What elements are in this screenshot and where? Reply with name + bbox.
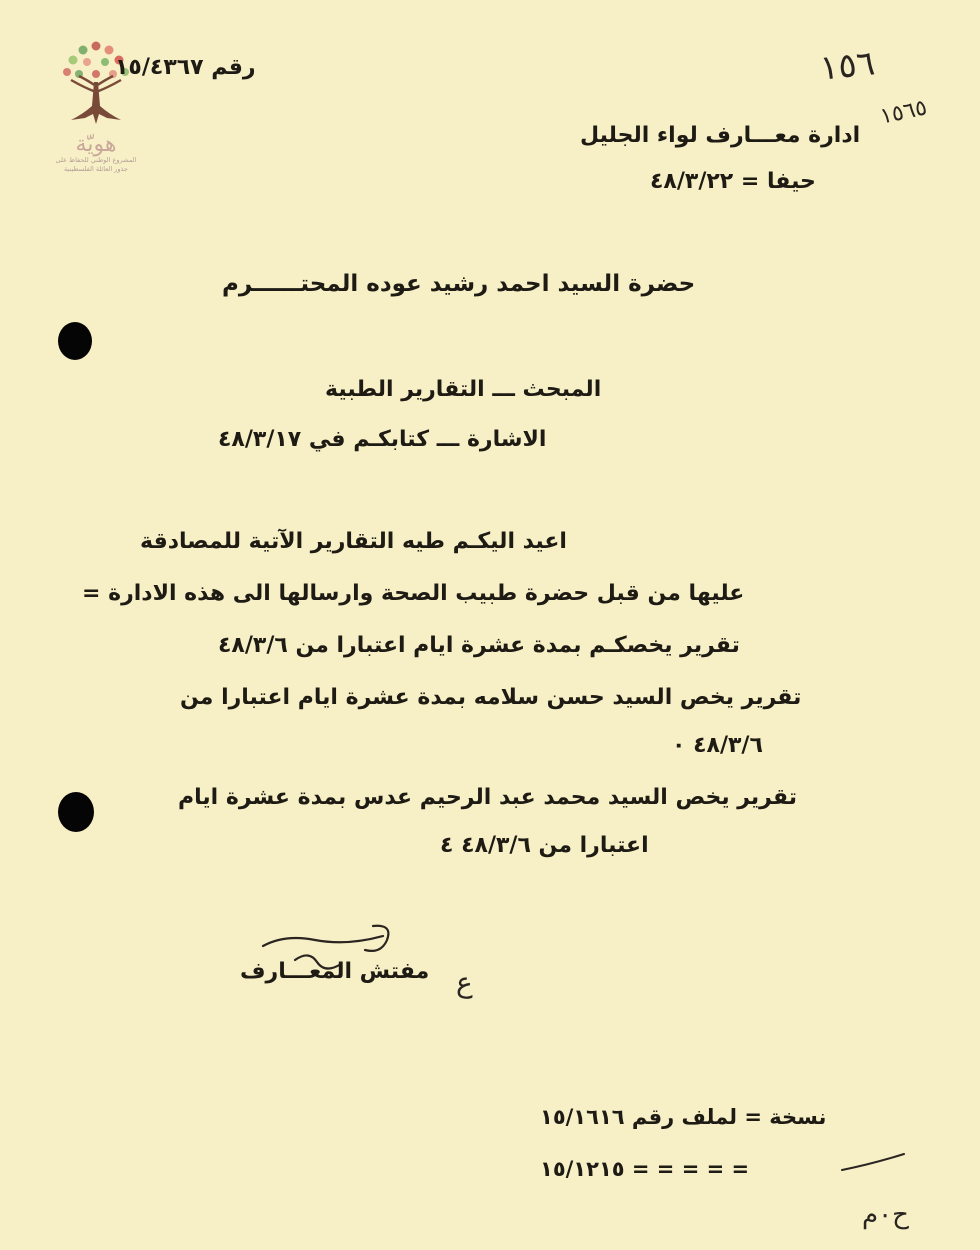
body-line: تقرير يخصكـم بمدة عشرة ايام اعتبارا من ٤٨/٣/٦	[218, 633, 740, 658]
body-line: تقرير يخص السيد حسن سلامه بمدة عشرة ايام اعتبارا من	[180, 685, 802, 710]
copy-line: = = = = = ١٥/١٢١٥	[540, 1157, 750, 1181]
body-line: اعتبارا من ٤٨/٣/٦ ٤	[440, 833, 649, 858]
copy-line: نسخة = لملف رقم ١٥/١٦١٦	[540, 1105, 827, 1129]
subject-topic: المبحث ـــ التقارير الطبية	[325, 377, 602, 402]
department-heading: ادارة معـــارف لواء الجليل	[580, 123, 861, 148]
signature-title: مفتش المعـــارف	[240, 959, 430, 984]
punch-hole	[58, 792, 94, 832]
recipient-line: حضرة السيد احمد رشيد عوده المحتــــــرم	[222, 271, 696, 297]
watermark-tagline: جذور العائلة الفلسطينية	[64, 164, 128, 173]
body-line: تقرير يخص السيد محمد عبد الرحيم عدس بمدة عشرة ايام	[178, 785, 797, 810]
watermark-title: هويّة	[75, 132, 117, 157]
handwritten-margin-number: ١٥٦٥	[877, 95, 930, 130]
watermark-tagline: المشروع الوطني للحفاظ على	[55, 156, 137, 164]
place-and-date: حيفا = ٤٨/٣/٢٢	[650, 169, 816, 194]
body-line: ٤٨/٣/٦ ٠	[672, 733, 763, 758]
footer-initials: ح٠م	[862, 1200, 909, 1230]
body-line: عليها من قبل حضرة طبيب الصحة وارسالها الى هذه الادارة =	[82, 581, 745, 606]
family-tree-logo-icon	[59, 36, 133, 132]
subject-reference: الاشارة ـــ كتابكـم في ٤٨/٣/١٧	[218, 427, 547, 452]
signature-initial: ع	[456, 966, 473, 999]
punch-hole	[58, 322, 92, 360]
body-line: اعيد اليكـم طيه التقارير الآتية للمصادقة	[140, 529, 567, 554]
reference-number: رقم ١٥/٤٣٦٧	[115, 55, 256, 80]
handwritten-page-number: ١٥٦	[818, 43, 877, 89]
handwritten-stroke	[838, 1150, 908, 1174]
